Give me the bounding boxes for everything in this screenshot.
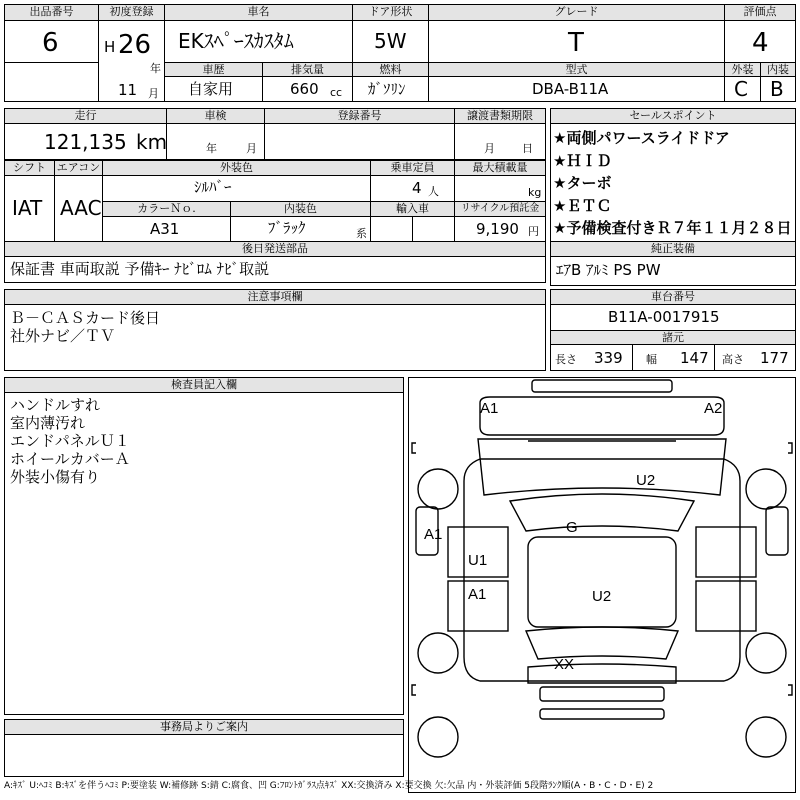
shift-value: IAT — [12, 196, 43, 220]
sales-points-list — [553, 127, 791, 240]
load-label: 最大積載量 — [455, 161, 545, 176]
ext-color-label: 外装色 — [103, 161, 370, 176]
mark-xx: XX — [554, 656, 575, 673]
fuel-label: 燃料 — [353, 62, 428, 77]
rear-bumper-lower-shape — [540, 709, 664, 719]
inspector-line: ホイールカバーＡ — [10, 450, 130, 468]
inspector-line: ハンドルすれ — [10, 396, 101, 414]
notes-list — [10, 309, 160, 345]
mark-a2-front-right: A2 — [704, 400, 723, 417]
equipment-value: ｴｱB ｱﾙﾐ PS PW — [556, 261, 661, 279]
sales-point: ★ＨＩＤ — [553, 151, 612, 170]
color-no-label: カラーＮｏ. — [103, 202, 230, 217]
sales-point: ★ターボ — [553, 174, 612, 192]
history-value: 自家用 — [188, 80, 234, 98]
exterior-label: 外装 — [725, 62, 760, 77]
tailgate-shape — [528, 664, 676, 683]
era-value: H — [104, 38, 116, 56]
width-label: 幅 — [646, 353, 657, 366]
ext-color-value: ｼﾙﾊﾞｰ — [194, 178, 232, 196]
interior-grade-value: B — [770, 77, 784, 101]
note-line: 社外ナビ／ＴＶ — [10, 327, 116, 345]
capacity-unit: 人 — [428, 185, 439, 198]
displacement-value: 660 — [290, 80, 319, 98]
wheel-front-right-shape — [746, 469, 786, 509]
inspector-line: 外装小傷有り — [10, 468, 101, 486]
exterior-grade-value: C — [734, 77, 748, 101]
recycle-label: リサイクル預託金 — [455, 202, 545, 217]
wheel-rear-left-shape — [418, 633, 458, 673]
chassis-label: 車台番号 — [551, 290, 795, 305]
notes-label: 注意事項欄 — [5, 290, 545, 305]
transfer-month-unit: 月 — [484, 142, 495, 155]
legend-text: A:ｷｽﾞ U:ﾍｺﾐ B:ｷｽﾞを伴うﾍｺﾐ P:要塗装 W:補修跡 S:錆 C:腐食、凹 G:ﾌﾛﾝﾄｶﾞﾗｽ点ｷｽﾞ XX:交換済み X:要交換 欠:欠品 内・外装評価 5段階ﾗﾝｸ順(A・B・C・D・E) 2 — [4, 781, 654, 791]
mark-u2-hood: U2 — [636, 472, 656, 489]
office-label: 事務局よりご案内 — [5, 720, 403, 735]
int-color-label: 内装色 — [231, 202, 370, 217]
mark-u1: U1 — [468, 552, 488, 569]
aircon-label: エアコン — [56, 161, 101, 174]
wheel-rear-right-shape — [746, 633, 786, 673]
chassis-value: B11A-0017915 — [608, 308, 720, 326]
year-unit: 年 — [150, 62, 161, 75]
inspector-list — [10, 396, 130, 486]
inspector-label: 検査員記入欄 — [5, 378, 403, 393]
spare-right-shape — [746, 717, 786, 757]
specs-label: 諸元 — [551, 330, 795, 345]
int-color-value: ﾌﾞﾗｯｸ — [268, 219, 306, 237]
mileage-label: 走行 — [5, 109, 166, 124]
front-bumper-top-shape — [532, 380, 672, 392]
history-label: 車歴 — [165, 62, 262, 77]
interior-label: 内装 — [761, 62, 795, 77]
sales-point: ★両側パワースライドドア — [553, 129, 730, 147]
capacity-label: 乗車定員 — [371, 161, 454, 176]
score-label: 評価点 — [725, 5, 795, 21]
sales-label: セールスポイント — [551, 109, 795, 124]
reg-month-value: 11 — [118, 81, 138, 99]
later-docs-value: 保証書 車両取説 予備ｷｰ ﾅﾋﾞﾛﾑ ﾅﾋﾞ取説 — [10, 260, 270, 278]
mark-a1-left-door: A1 — [424, 526, 443, 543]
mark-a1-front-left: A1 — [480, 400, 499, 417]
grade-label: グレード — [429, 5, 724, 21]
load-unit: kg — [528, 186, 542, 199]
mileage-value: 121,135 — [44, 130, 127, 154]
inspector-line: 室内薄汚れ — [10, 414, 86, 432]
width-value: 147 — [680, 349, 709, 367]
rear-bumper-shape — [540, 687, 664, 701]
length-label: 長さ — [555, 353, 577, 366]
windshield-shape — [510, 494, 694, 531]
recycle-value: 9,190 — [476, 220, 519, 238]
reg-year-value: 26 — [118, 30, 152, 60]
transfer-day-unit: 日 — [522, 142, 533, 155]
right-front-door-shape — [696, 527, 756, 577]
mileage-unit: km — [136, 130, 168, 154]
inspection-month-unit: 月 — [246, 142, 257, 155]
int-color-unit: 系 — [356, 227, 367, 240]
reg-no-label: 登録番号 — [265, 109, 454, 124]
inspection-label: 車検 — [167, 109, 264, 124]
month-unit: 月 — [148, 87, 159, 100]
inspection-year-unit: 年 — [206, 142, 217, 155]
height-value: 177 — [760, 349, 789, 367]
hood-shape — [478, 439, 726, 495]
transfer-label: 譲渡書類期限 — [455, 109, 545, 124]
shift-label: シフト — [5, 161, 54, 176]
door-label: ドア形状 — [353, 5, 428, 21]
mark-a1-rear-left: A1 — [468, 586, 487, 603]
displacement-unit: cc — [330, 86, 343, 99]
car-name-value: EKｽﾍﾟｰｽｶｽﾀﾑ — [178, 29, 294, 53]
lot-label: 出品番号 — [5, 5, 98, 21]
front-bumper-shape — [480, 397, 724, 435]
sales-point: ★ＥＴＣ — [553, 196, 612, 215]
roof-shape — [528, 537, 676, 627]
wheel-front-left-shape — [418, 469, 458, 509]
later-docs-label: 後日発送部品 — [5, 242, 545, 257]
model-label: 型式 — [429, 62, 724, 77]
note-line: Ｂ－ＣＡＳカード後日 — [10, 309, 161, 327]
mark-g-glass: G — [566, 519, 578, 536]
score-value: 4 — [752, 28, 769, 58]
capacity-value: 4 — [412, 179, 422, 197]
lot-value: 6 — [42, 28, 59, 58]
car-diagram — [408, 377, 796, 793]
equipment-label: 純正装備 — [551, 242, 795, 257]
car-name-label: 車名 — [165, 5, 352, 21]
inspector-line: エンドパネルＵ１ — [10, 432, 130, 450]
fuel-value: ｶﾞｿﾘﾝ — [368, 80, 406, 98]
aircon-value: AAC — [60, 196, 102, 220]
first-reg-label: 初度登録 — [99, 5, 164, 21]
length-value: 339 — [594, 349, 623, 367]
right-mirror-area-shape — [766, 507, 788, 555]
import-label: 輸入車 — [371, 202, 454, 217]
color-no-value: A31 — [150, 220, 180, 238]
displacement-label: 排気量 — [263, 62, 352, 77]
rear-window-shape — [526, 627, 678, 659]
right-rear-door-shape — [696, 581, 756, 631]
model-value: DBA-B11A — [532, 80, 609, 98]
sales-point: ★予備検査付きＲ７年１１月２８日 — [553, 219, 792, 237]
grade-value: T — [568, 28, 584, 58]
spare-left-shape — [418, 717, 458, 757]
mark-u2-roof: U2 — [592, 588, 612, 605]
height-label: 高さ — [722, 353, 744, 366]
door-value: 5W — [374, 29, 407, 53]
recycle-unit: 円 — [528, 225, 539, 238]
